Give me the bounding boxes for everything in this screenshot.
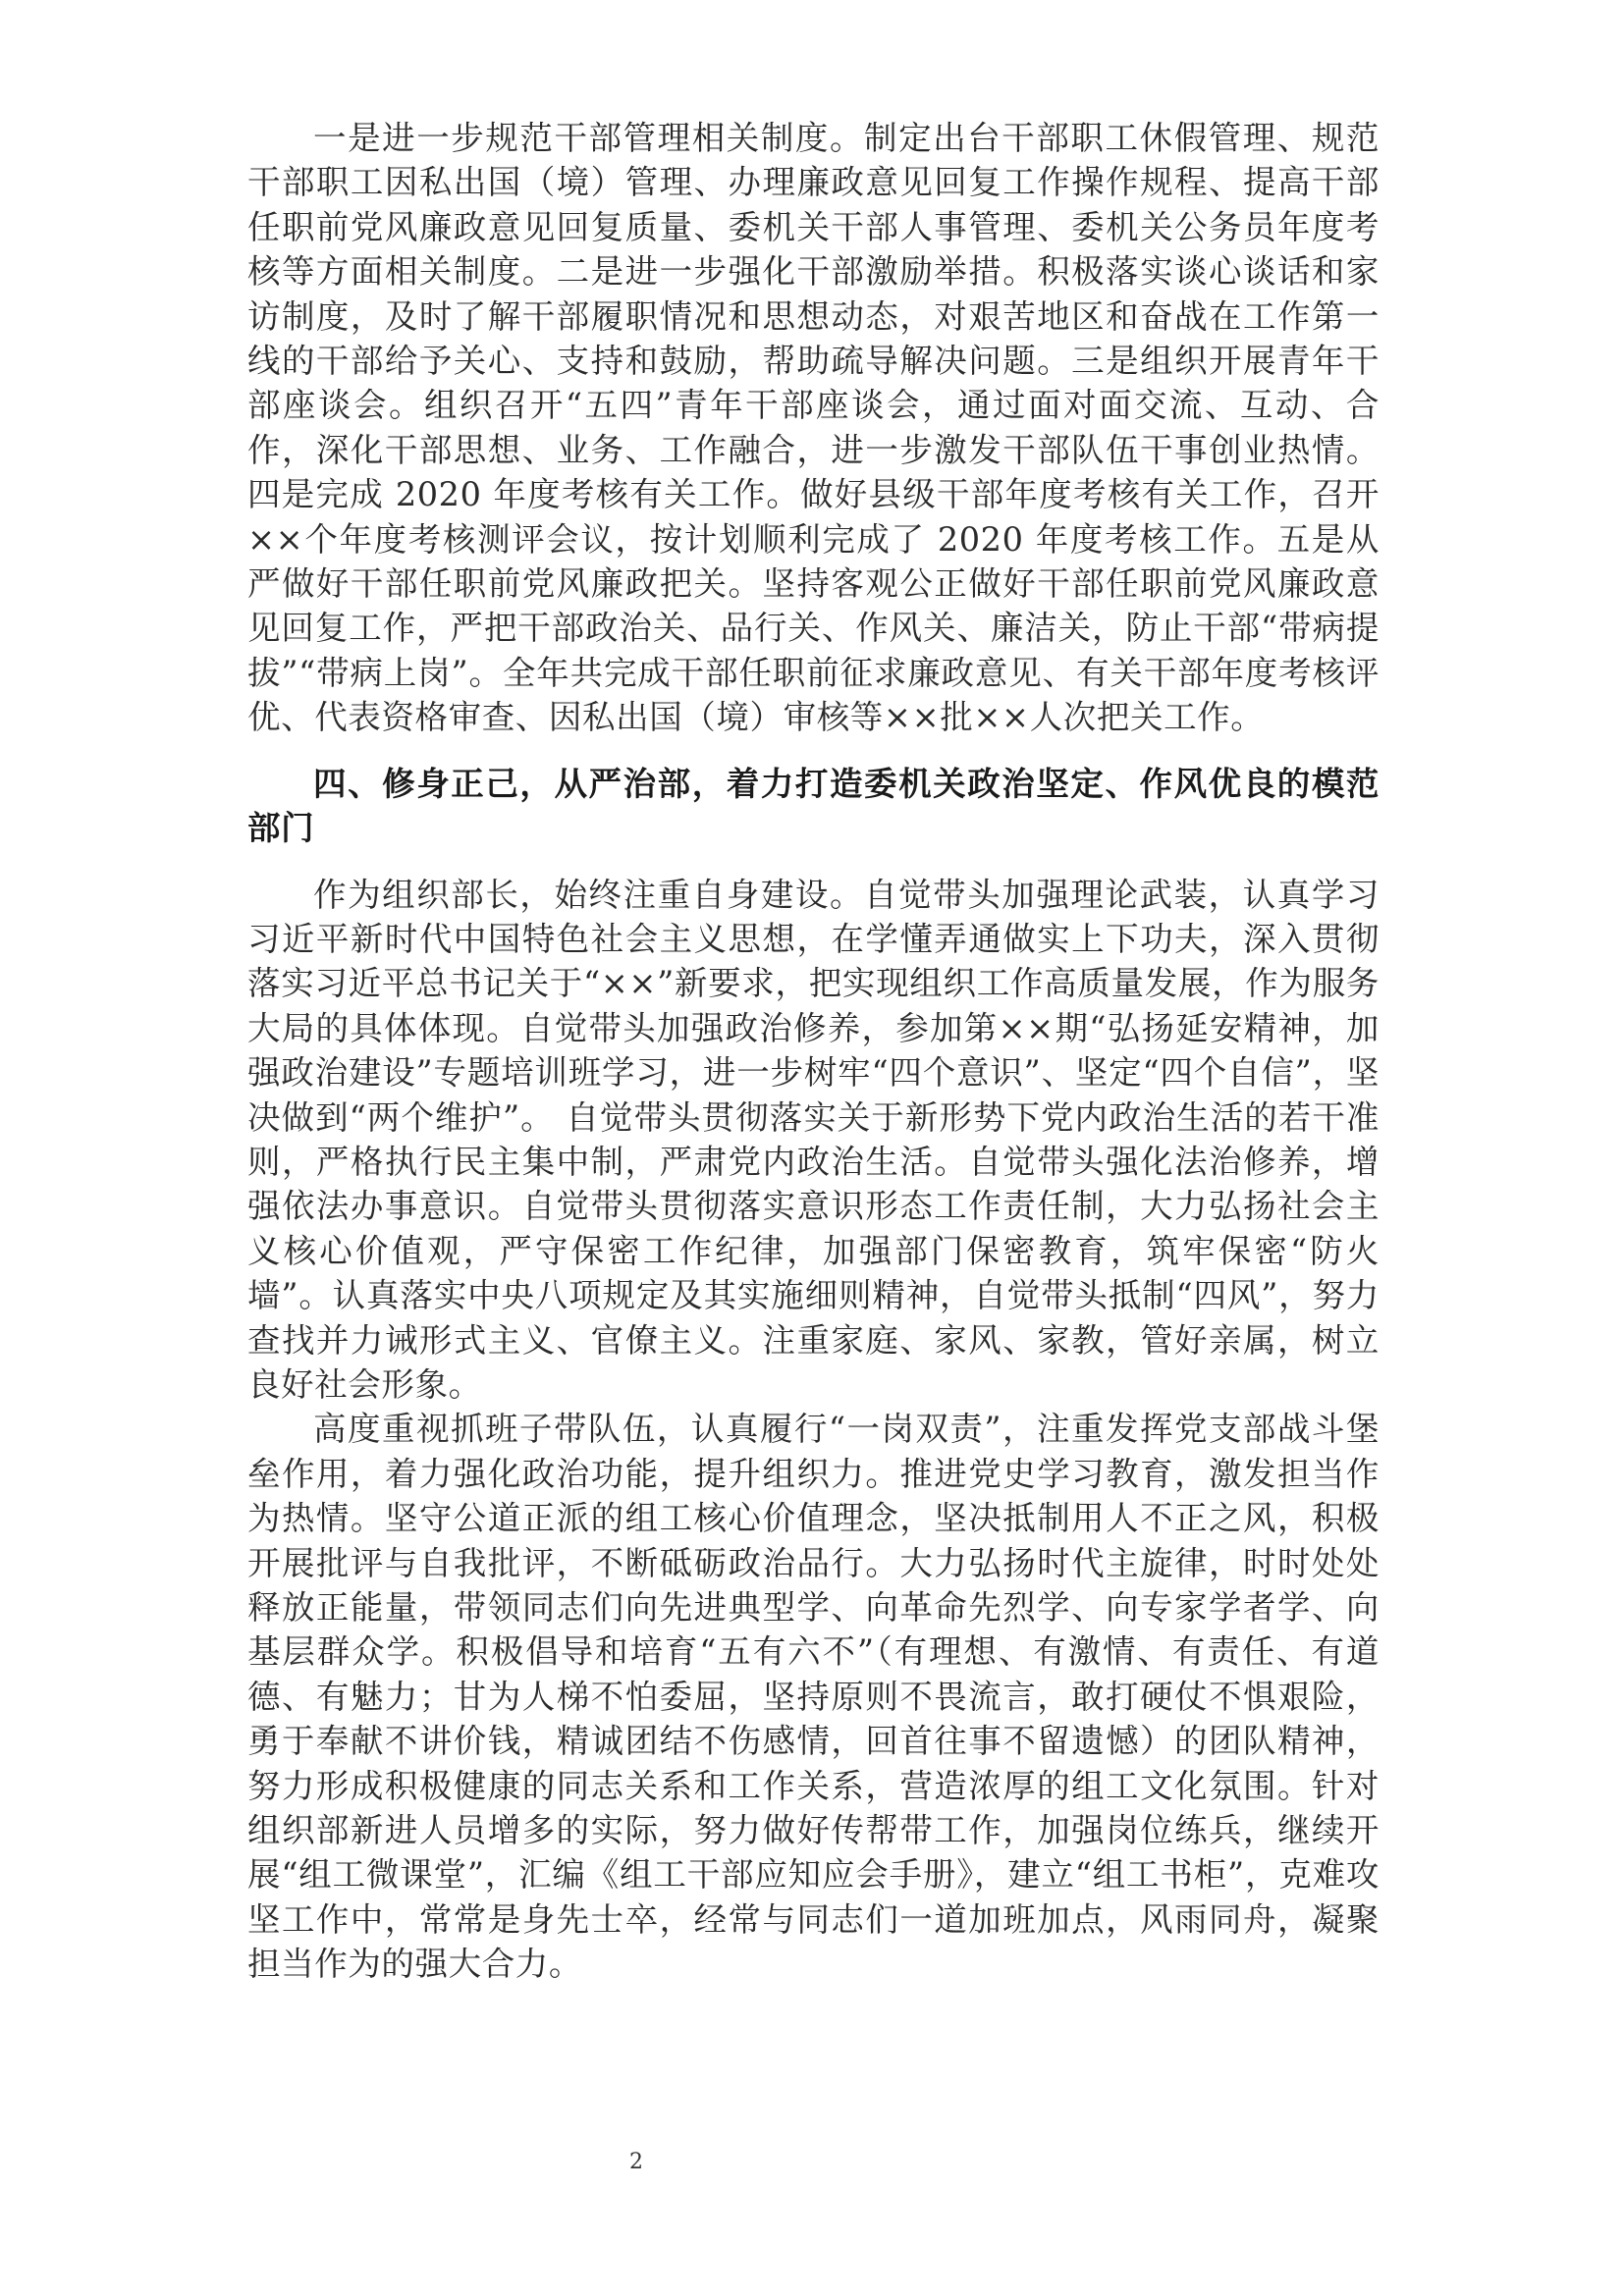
body-paragraph-cadre-management: 一是进一步规范干部管理相关制度。制定出台干部职工休假管理、规范干部职工因私出国（境）管理、办理廉政意见回复工作操作规程、提高干部任职前党风廉政意见回复质量、委机关干部人事管理、委机关公务员年度考核等方面相关制度。二是进一步强化干部激励举措。积极落实谈心谈话和家访制度，及时了解干部履职情况和思想动态，对艰苦地区和奋战在工作第一线的干部给予关心、支持和鼓励，帮助疏导解决问题。三是组织开展青年干部座谈会。组织召开“五四”青年干部座谈会，通过面对面交流、互动、合作，深化干部思想、业务、工作融合，进一步激发干部队伍干事创业热情。四是完成 2020 年度考核有关工作。做好县级干部年度考核有关工作，召开××个年度考核测评会议，按计划顺利完成了 2020 年度考核工作。五是从严做好干部任职前党风廉政把关。坚持客观公正做好干部任职前党风廉政意见回复工作，严把干部政治关、品行关、作风关、廉洁关，防止干部“带病提拔”“带病上岗”。全年共完成干部任职前征求廉政意见、有关干部年度考核评优、代表资格审查、因私出国（境）审核等××批××人次把关工作。: [247, 119, 1380, 737]
document-page: [247, 116, 1380, 1987]
page-number: 2: [629, 2150, 643, 2174]
section-heading-four: 四、修身正己，从严治部，着力打造委机关政治坚定、作风优良的模范部门: [247, 764, 1380, 848]
body-paragraph-self-discipline: 作为组织部长，始终注重自身建设。自觉带头加强理论武装，认真学习习近平新时代中国特色社会主义思想，在学懂弄通做实上下功夫，深入贯彻落实习近平总书记关于“××”新要求，把实现组织工作高质量发展，作为服务大局的具体体现。自觉带头加强政治修养，参加第××期“弘扬延安精神，加强政治建设”专题培训班学习，进一步树牢“四个意识”、坚定“四个自信”，坚决做到“两个维护”。 自觉带头贯彻落实关于新形势下党内政治生活的若干准则，严格执行民主集中制，严肃党内政治生活。自觉带头强化法治修养，增强依法办事意识。自觉带头贯彻落实意识形态工作责任制，大力弘扬社会主义核心价值观，严守保密工作纪律，加强部门保密教育，筑牢保密“防火墙”。认真落实中央八项规定及其实施细则精神，自觉带头抵制“四风”，努力查找并力诫形式主义、官僚主义。注重家庭、家风、家教，管好亲属，树立良好社会形象。: [247, 875, 1380, 1404]
body-paragraph-team-building: 高度重视抓班子带队伍，认真履行“一岗双责”，注重发挥党支部战斗堡垒作用，着力强化政治功能，提升组织力。推进党史学习教育，激发担当作为热情。坚守公道正派的组工核心价值理念，坚决抵制用人不正之风，积极开展批评与自我批评，不断砥砺政治品行。大力弘扬时代主旋律，时时处处释放正能量，带领同志们向先进典型学、向革命先烈学、向专家学者学、向基层群众学。积极倡导和培育“五有六不”（有理想、有激情、有责任、有道德、有魅力；甘为人梯不怕委屈，坚持原则不畏流言，敢打硬仗不惧艰险，勇于奉献不讲价钱，精诚团结不伤感情，回首往事不留遗憾）的团队精神，努力形成积极健康的同志关系和工作关系，营造浓厚的组工文化氛围。针对组织部新进人员增多的实际，努力做好传帮带工作，加强岗位练兵，继续开展“组工微课堂”，汇编《组工干部应知应会手册》，建立“组工书柜”，克难攻坚工作中，常常是身先士卒，经常与同志们一道加班加点，风雨同舟，凝聚担当作为的强大合力。: [247, 1410, 1380, 1984]
